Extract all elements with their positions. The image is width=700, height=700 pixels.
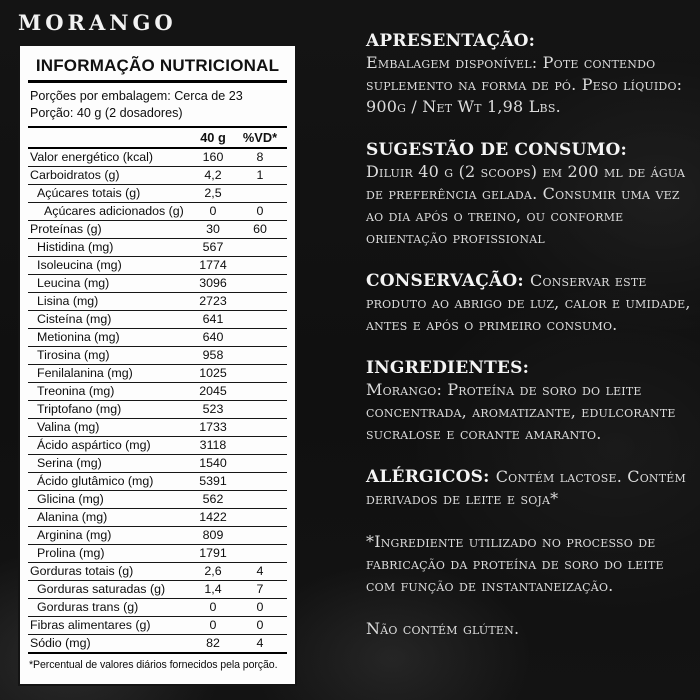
table-row	[28, 599, 287, 617]
nutrient-amount: 2723	[199, 294, 227, 308]
info-column	[366, 30, 696, 661]
nutrient-amount: 0	[209, 204, 217, 218]
table-row	[28, 203, 287, 221]
servings-per-package: Porções por embalagem: Cerca de 23	[30, 89, 243, 103]
table-row	[28, 221, 287, 239]
nutrient-label: Fenilalanina (mg)	[37, 366, 133, 380]
nutrient-label: Cisteína (mg)	[37, 312, 112, 326]
table-row	[28, 545, 287, 563]
nutrient-label: Gorduras totais (g)	[30, 564, 134, 578]
table-header-row	[28, 128, 287, 147]
nutrient-amount: 3118	[199, 438, 227, 452]
section-body: Conservar este produto ao abrigo de luz, calor e umidade, antes e após o primeiro consumo.	[366, 271, 691, 334]
table-row	[28, 581, 287, 599]
table-row	[28, 329, 287, 347]
servings-block	[30, 88, 287, 121]
table-row	[28, 293, 287, 311]
nutrient-label: Histidina (mg)	[37, 240, 114, 254]
info-section	[366, 270, 696, 336]
table-row	[28, 491, 287, 509]
table-row	[28, 257, 287, 275]
table-row	[28, 563, 287, 581]
nutrient-amount: 567	[202, 240, 224, 254]
table-row	[28, 239, 287, 257]
nutrient-label: Gorduras saturadas (g)	[37, 582, 166, 596]
nutrient-amount: 958	[202, 348, 224, 362]
table-row	[28, 473, 287, 491]
table-row	[28, 617, 287, 635]
nutrient-label: Açúcares adicionados (g)	[44, 204, 184, 218]
nutrient-label: Gorduras trans (g)	[37, 600, 139, 614]
table-row	[28, 311, 287, 329]
info-section	[366, 618, 696, 640]
section-heading: CONSERVAÇÃO:	[366, 271, 531, 291]
section-body: Não contém glúten.	[366, 619, 520, 638]
info-section	[366, 139, 696, 249]
nutrient-label: Serina (mg)	[37, 456, 102, 470]
nutrient-amount: 3096	[199, 276, 227, 290]
section-heading: SUGESTÃO DE CONSUMO:	[366, 140, 627, 160]
nutrient-label: Fibras alimentares (g)	[30, 618, 151, 632]
table-row	[28, 365, 287, 383]
flavor-title: MORANGO	[18, 10, 177, 35]
section-heading: APRESENTAÇÃO:	[366, 31, 536, 51]
nutrient-label: Valina (mg)	[37, 420, 100, 434]
table-row	[28, 275, 287, 293]
nutrient-label: Triptofano (mg)	[37, 402, 122, 416]
table-row	[28, 401, 287, 419]
nutrient-amount: 0	[209, 600, 217, 614]
nutrient-dv: 8	[256, 150, 264, 164]
nutrient-amount: 1,4	[204, 582, 222, 596]
column-header-amount: 40 g	[200, 130, 226, 145]
table-row	[28, 167, 287, 185]
nutrient-amount: 641	[202, 312, 224, 326]
nutrient-label: Carboidratos (g)	[30, 168, 120, 182]
info-section	[366, 531, 696, 597]
nutrition-rows	[28, 149, 287, 654]
nutrient-amount: 1791	[199, 546, 227, 560]
section-body: *Ingrediente utilizado no processo de fabricação da proteína de soro do leite com função de instantaneização.	[366, 532, 664, 595]
nutrient-amount: 82	[206, 636, 220, 650]
nutrient-label: Leucina (mg)	[37, 276, 110, 290]
table-row	[28, 149, 287, 167]
nutrient-label: Valor energético (kcal)	[30, 150, 154, 164]
nutrient-amount: 1733	[199, 420, 227, 434]
table-row	[28, 509, 287, 527]
section-body: Morango: Proteína de soro do leite concentrada, aromatizante, edulcorante sucralose e corante amaranto.	[366, 380, 676, 443]
nutrient-label: Proteínas (g)	[30, 222, 102, 236]
nutrient-dv: 1	[256, 168, 264, 182]
nutrient-amount: 4,2	[204, 168, 222, 182]
nutrient-amount: 523	[202, 402, 224, 416]
table-row	[28, 437, 287, 455]
table-row	[28, 527, 287, 545]
nutrient-amount: 0	[209, 618, 217, 632]
nutrient-label: Lisina (mg)	[37, 294, 99, 308]
nutrient-dv: 0	[256, 618, 264, 632]
nutrient-amount: 562	[202, 492, 224, 506]
serving-size: Porção: 40 g (2 dosadores)	[30, 105, 183, 120]
nutrient-label: Açúcares totais (g)	[37, 186, 141, 200]
nutrient-amount: 5391	[199, 474, 227, 488]
nutrient-label: Isoleucina (mg)	[37, 258, 122, 272]
nutrient-amount: 809	[202, 528, 224, 542]
section-heading: ALÉRGICOS:	[366, 467, 496, 487]
table-row	[28, 383, 287, 401]
table-row	[28, 185, 287, 203]
nutrient-label: Alanina (mg)	[37, 510, 108, 524]
info-section	[366, 466, 696, 510]
section-body: Contém lactose. Contém derivados de leite e soja*	[366, 467, 686, 508]
nutrient-dv: 4	[256, 564, 264, 578]
nutrient-amount: 160	[202, 150, 224, 164]
section-body: Embalagem disponível: Pote contendo suplemento na forma de pó. Peso líquido: 900g / Net Wt 1,98 Lbs.	[366, 53, 683, 116]
nutrient-amount: 1540	[199, 456, 227, 470]
nutrient-amount: 2045	[199, 384, 227, 398]
nutrient-label: Sódio (mg)	[30, 636, 91, 650]
nutrient-dv: 0	[256, 204, 264, 218]
nutrient-amount: 640	[202, 330, 224, 344]
table-row	[28, 635, 287, 654]
nutrient-label: Treonina (mg)	[37, 384, 115, 398]
nutrient-amount: 1422	[199, 510, 227, 524]
nutrient-amount: 1774	[199, 258, 227, 272]
nutrient-label: Glicina (mg)	[37, 492, 104, 506]
nutrient-label: Tirosina (mg)	[37, 348, 110, 362]
table-row	[28, 419, 287, 437]
nutrient-dv: 60	[253, 222, 267, 236]
nutrient-amount: 2,6	[204, 564, 222, 578]
nutrient-label: Ácido aspártico (mg)	[37, 438, 151, 452]
nutrient-label: Prolina (mg)	[37, 546, 105, 560]
nutrient-dv: 0	[256, 600, 264, 614]
nutrient-amount: 1025	[199, 366, 227, 380]
info-section	[366, 357, 696, 445]
info-section	[366, 30, 696, 118]
table-row	[28, 347, 287, 365]
nutrient-amount: 30	[206, 222, 220, 236]
nutrient-label: Arginina (mg)	[37, 528, 112, 542]
nutrition-facts-title: INFORMAÇÃO NUTRICIONAL	[35, 56, 280, 75]
column-header-dv: %VD*	[242, 130, 278, 145]
title-divider	[28, 80, 287, 83]
nutrition-facts-panel	[18, 44, 297, 686]
nutrient-label: Metionina (mg)	[37, 330, 120, 344]
section-body: Diluir 40 g (2 scoops) em 200 ml de água de preferência gelada. Consumir uma vez ao dia após o treino, ou conforme orientação profissional	[366, 162, 686, 247]
nutrient-label: Ácido glutâmico (mg)	[37, 474, 154, 488]
nutrient-dv: 7	[256, 582, 264, 596]
section-heading: INGREDIENTES:	[366, 358, 530, 378]
nutrient-amount: 2,5	[204, 186, 222, 200]
table-row	[28, 455, 287, 473]
table-footnote: *Percentual de valores diários fornecidos pela porção.	[29, 659, 278, 671]
nutrient-dv: 4	[256, 636, 264, 650]
